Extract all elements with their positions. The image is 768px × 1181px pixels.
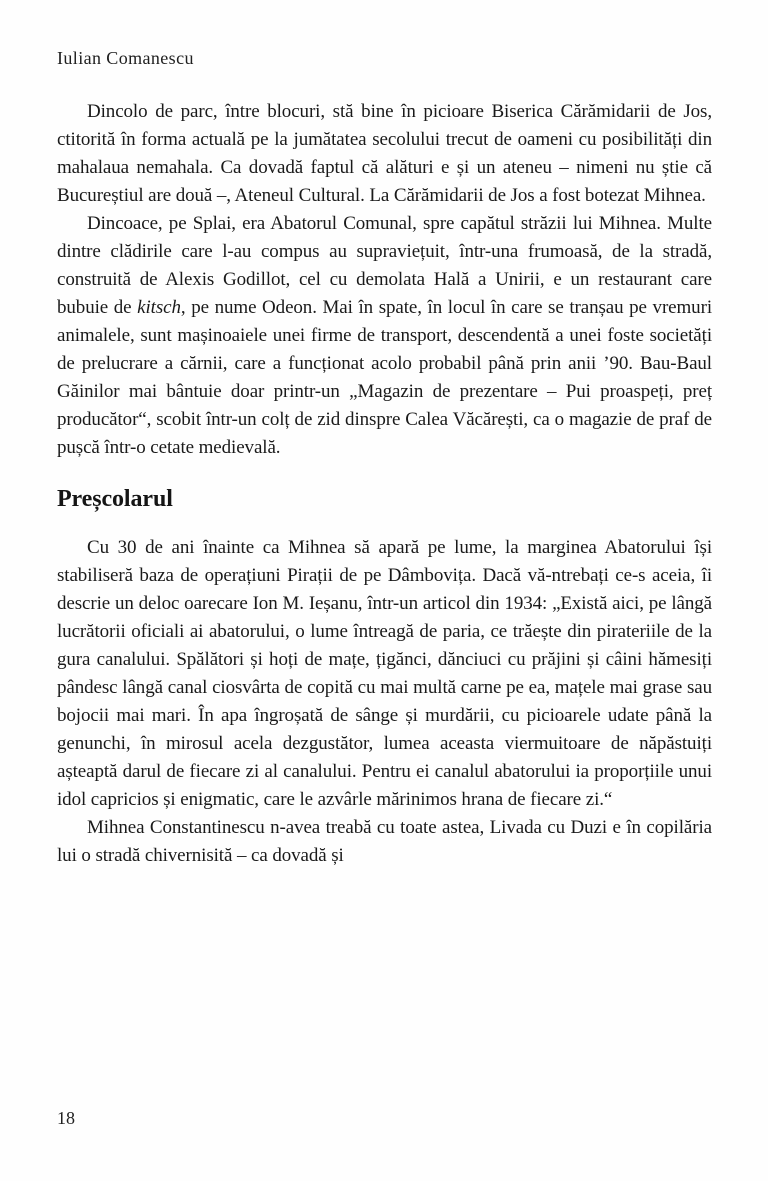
paragraph-2-before-italic: Dincoace, pe Splai, era Abatorul Comunal, spre capătul străzii lui Mihnea. Multe dintre clădirile care l-au compus au supraviețuit, într-una frumoasă, de la stradă, construită de Alexis Godillot, cel cu demolata Hală a Unirii, e un restaurant care bubuie de — [57, 213, 712, 318]
text-block — [57, 98, 712, 870]
section-heading: Preșcolarul — [57, 486, 173, 512]
page-number: 18 — [57, 1108, 75, 1128]
paragraph-2-after-italic: , pe nume Odeon. Mai în spate, în locul în care se tranșau pe vremuri animalele, sunt mașinoaiele unei firme de transport, descendentă a unei foste societăți de prelucrare a cărnii, care a funcționat acolo probabil până prin anii ’90. Bau-Baul Găinilor mai bântuie doar printr-un „Magazin de prezentare – Pui proaspeți, preț producător“, scobit într-un colț de zid dinspre Calea Văcărești, ca o magazie de praf de pușcă într-o cetate medievală. — [57, 297, 712, 458]
running-header: Iulian Comanescu — [57, 48, 194, 68]
paragraph-2 — [57, 210, 712, 462]
paragraph-3: Cu 30 de ani înainte ca Mihnea să apară pe lume, la marginea Abatorului își stabiliseră baza de operațiuni Pirații de pe Dâmbovița. Dacă vă-ntrebați ce-s aceia, îi descrie un deloc oarecare Ion M. Ieșanu, într-un articol din 1934: „Există aici, pe lângă lucrătorii oficiali ai abatorului, o lume întreagă de paria, ce trăește din pirateriile de la gura canalului. Spălători și hoți de mațe, țigănci, dănciuci cu prăjini și câini hămesiți pândesc lângă canal ciosvârta de copită cu mai multă carne pe ea, mațele mai grase sau bojocii mai mari. În apa îngroșată de sânge și murdării, cu picioarele udate până la genunchi, în mirosul acela dezgustător, lumea aceasta viermuitoare de năpăstuiți așteaptă darul de fiecare zi al canalului. Pentru ei canalul abatorului ia proporțiile unui idol capricios și enigmatic, care le azvârle mărinimos hrana de fiecare zi.“ — [57, 537, 712, 810]
paragraph-1: Dincolo de parc, între blocuri, stă bine în picioare Biserica Cărămidarii de Jos, ctitorită în forma actuală pe la jumătatea secolului trecut de oameni cu posibilități din mahalaua nemahala. Ca dovadă faptul că alături e și un ateneu – nimeni nu știe că Bucureștiul are două –, Ateneul Cultural. La Cărămidarii de Jos a fost botezat Mihnea. — [57, 101, 712, 206]
italic-word-kitsch: kitsch — [137, 297, 181, 318]
paragraph-4: Mihnea Constantinescu n-avea treabă cu toate astea, Livada cu Duzi e în copilăria lui o stradă chivernisită – ca dovadă și — [57, 817, 712, 866]
